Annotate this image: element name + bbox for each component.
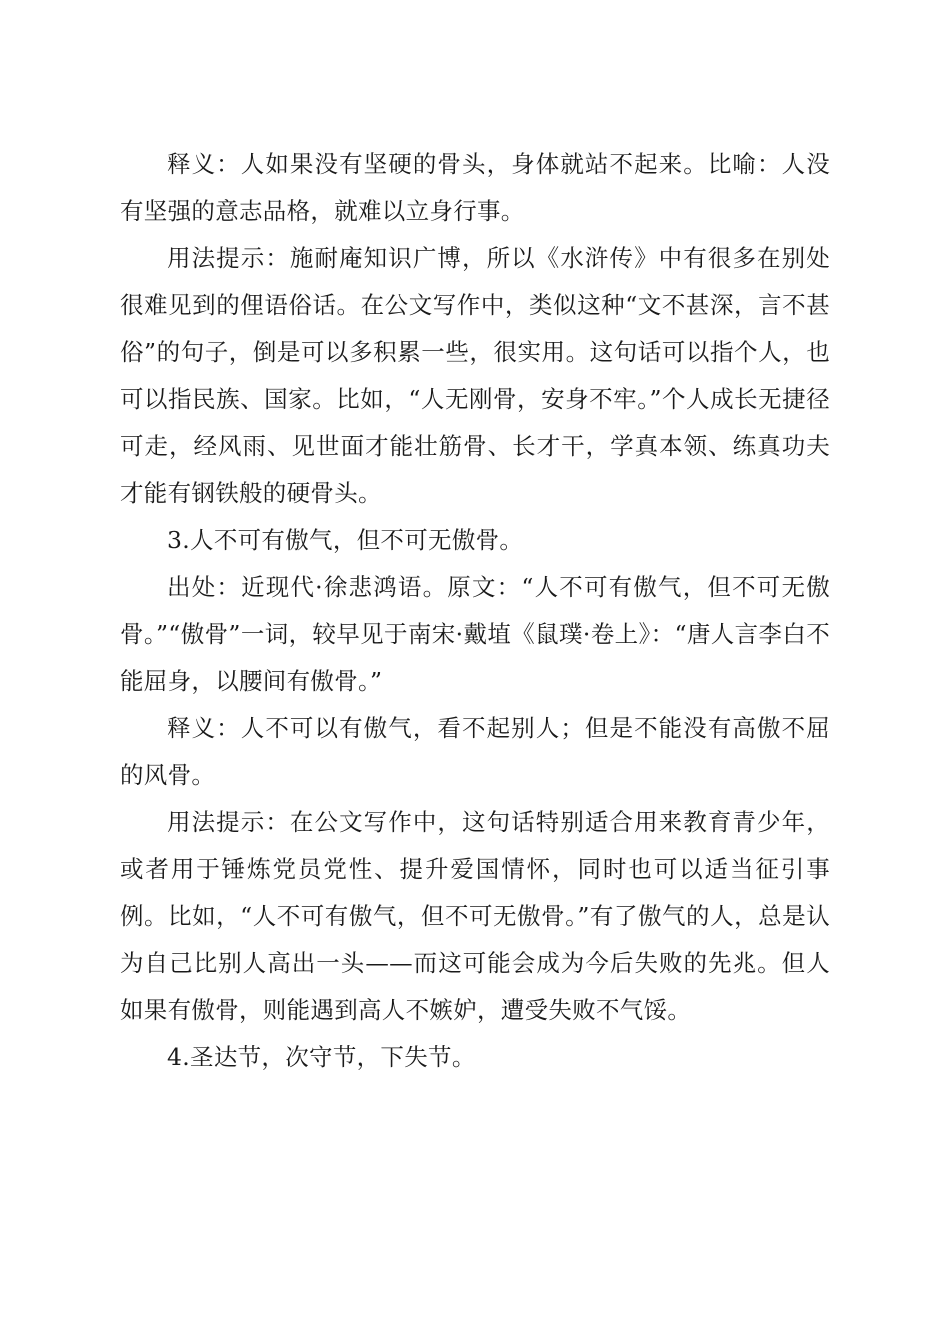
paragraph-usage-3: 用法提示：在公文写作中，这句话特别适合用来教育青少年，或者用于锤炼党员党性、提升爱国情怀，同时也可以适当征引事例。比如，“人不可有傲气，但不可无傲骨。”有了傲气的人，总是认为自己比别人高出一头——而这可能会成为今后失败的先兆。但人如果有傲骨，则能遇到高人不嫉妒，遭受失败不气馁。 [120, 808, 830, 1024]
paragraph-meaning-3: 释义：人不可以有傲气，看不起别人；但是不能没有高傲不屈的风骨。 [120, 714, 830, 789]
paragraph-meaning-1: 释义：人如果没有坚硬的骨头，身体就站不起来。比喻：人没有坚强的意志品格，就难以立身行事。 [120, 150, 830, 225]
paragraph-source-3: 出处：近现代·徐悲鸿语。原文：“人不可有傲气，但不可无傲骨。”“傲骨”一词，较早见于南宋·戴埴《鼠璞·卷上》：“唐人言李白不能屈身，以腰间有傲骨。” [120, 573, 830, 695]
document-body [120, 141, 830, 1081]
heading-item-3: 3.人不可有傲气，但不可无傲骨。 [167, 526, 524, 554]
heading-item-4: 4.圣达节，次守节，下失节。 [167, 1043, 476, 1071]
paragraph-usage-1: 用法提示：施耐庵知识广博，所以《水浒传》中有很多在别处很难见到的俚语俗话。在公文写作中，类似这种“文不甚深，言不甚俗”的句子，倒是可以多积累一些，很实用。这句话可以指个人，也可以指民族、国家。比如，“人无刚骨，安身不牢。”个人成长无捷径可走，经风雨、见世面才能壮筋骨、长才干，学真本领、练真功夫才能有钢铁般的硬骨头。 [120, 244, 830, 507]
